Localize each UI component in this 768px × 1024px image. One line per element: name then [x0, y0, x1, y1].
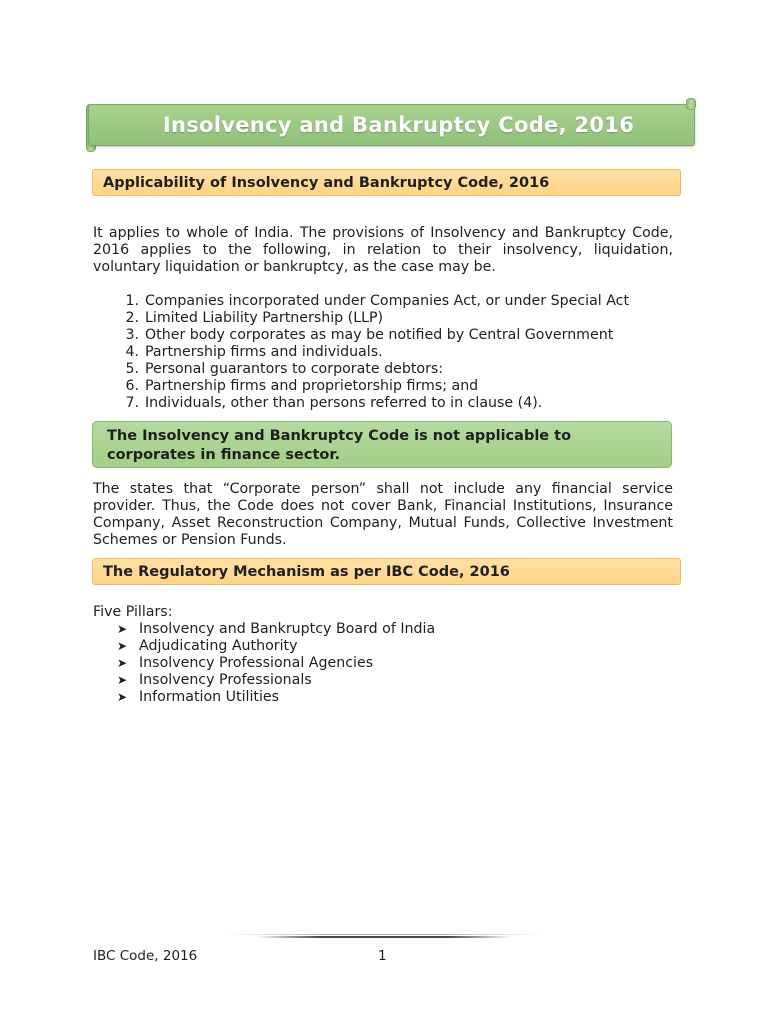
footer-document-name: IBC Code, 2016: [93, 948, 198, 964]
document-title: Insolvency and Bankruptcy Code, 2016: [162, 113, 635, 137]
list-item: 7. Individuals, other than persons referred to in clause (4).: [125, 395, 543, 411]
section-heading-regulatory: The Regulatory Mechanism as per IBC Code, 2016: [92, 558, 681, 585]
section-heading-applicability: Applicability of Insolvency and Bankruptcy Code, 2016: [92, 169, 681, 196]
corporate-person-paragraph: The states that “Corporate person” shall not include any financial service provider. Thus, the Code does not cover Bank, Financial Institutions, Insurance Company, Asset Reconstruction Company, Mutual Funds, Collective Investment Schemes or Pension Funds.: [93, 481, 673, 548]
not-applicable-callout: The Insolvency and Bankruptcy Code is not applicable to corporates in finance sector.: [92, 421, 672, 468]
footer-divider: [226, 934, 542, 938]
pillars-list: [93, 621, 435, 706]
list-item: 4. Partnership firms and individuals.: [125, 344, 383, 360]
footer-page-number: 1: [378, 948, 387, 964]
five-pillars-label: Five Pillars:: [93, 604, 173, 620]
list-item: 5. Personal guarantors to corporate debtors:: [125, 361, 444, 377]
list-item: ➤ Insolvency Professionals: [93, 672, 435, 689]
arrow-bullet-icon: ➤: [117, 639, 128, 653]
list-item: 2. Limited Liability Partnership (LLP): [125, 310, 384, 326]
banner-scroll-roll-right: [686, 98, 696, 110]
list-item: ➤ Insolvency Professional Agencies: [93, 655, 435, 672]
list-item: 3. Other body corporates as may be notified by Central Government: [125, 327, 614, 343]
title-banner: [88, 104, 695, 146]
arrow-bullet-icon: ➤: [117, 622, 128, 636]
arrow-bullet-icon: ➤: [117, 690, 128, 704]
list-item: 1. Companies incorporated under Companies Act, or under Special Act: [125, 293, 630, 309]
list-item: ➤ Insolvency and Bankruptcy Board of India: [93, 621, 435, 638]
list-item: ➤ Adjudicating Authority: [93, 638, 435, 655]
list-item: ➤ Information Utilities: [93, 689, 435, 706]
list-item: 6. Partnership firms and proprietorship firms; and: [125, 378, 479, 394]
arrow-bullet-icon: ➤: [117, 656, 128, 670]
applicability-intro: It applies to whole of India. The provisions of Insolvency and Bankruptcy Code, 2016 applies to the following, in relation to their insolvency, liquidation, voluntary liquidation or bankruptcy, as the case may be.: [93, 225, 673, 275]
applicability-list: [93, 293, 629, 412]
arrow-bullet-icon: ➤: [117, 673, 128, 687]
